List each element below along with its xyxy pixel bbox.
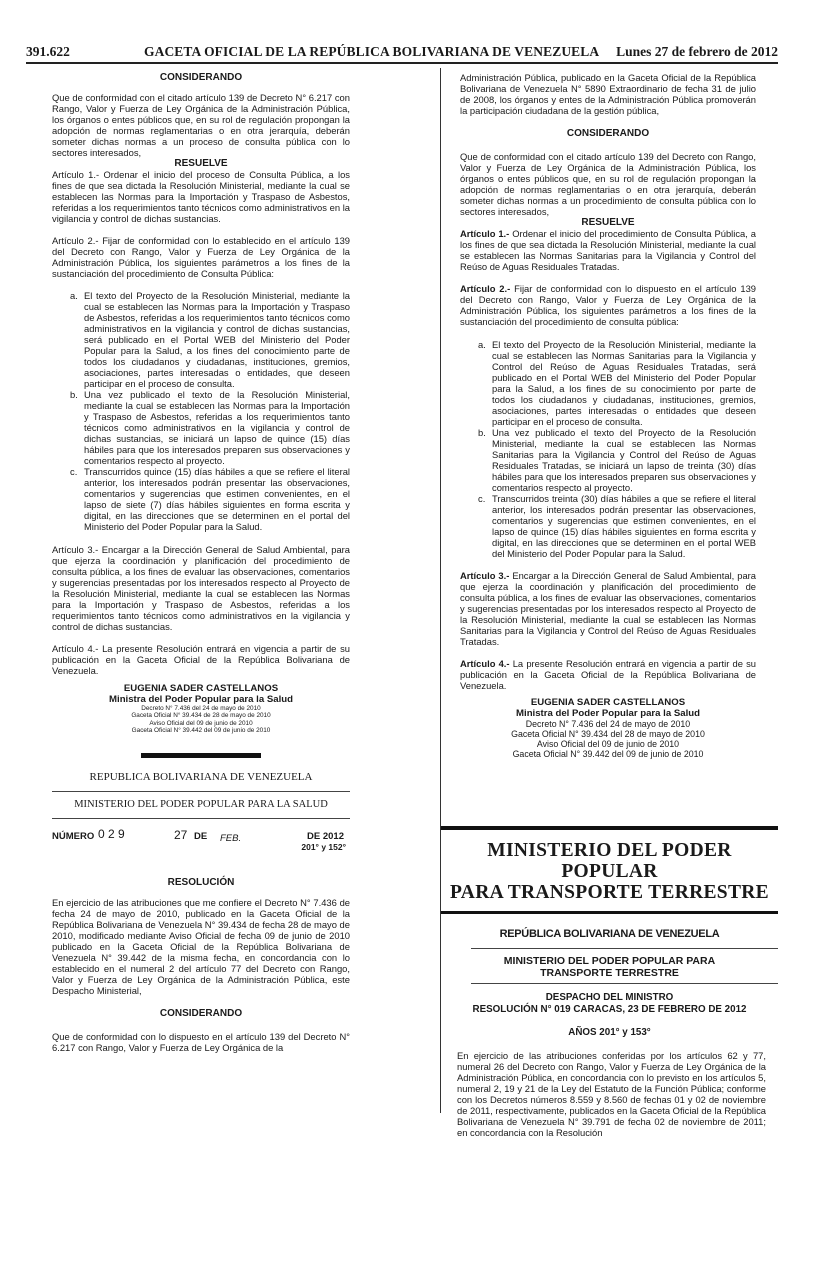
article-2-list bbox=[460, 339, 756, 559]
page-header bbox=[26, 44, 778, 64]
article-2 bbox=[460, 283, 756, 327]
signature-detail: Gaceta Oficial N° 39.434 del 28 de mayo de 2010 bbox=[511, 729, 705, 739]
list-item bbox=[70, 466, 350, 532]
signatory-name: EUGENIA SADER CASTELLANOS bbox=[530, 697, 686, 708]
signatory-role: Ministra del Poder Popular para la Salud bbox=[516, 707, 700, 719]
signature-detail: Gaceta Oficial N° 39.442 del 09 de junio de 2010 bbox=[512, 749, 704, 759]
list-item bbox=[478, 427, 756, 493]
numero-month: FEB. bbox=[220, 832, 242, 844]
resolucion-heading: RESOLUCIÓN bbox=[167, 876, 235, 888]
list-item-text: El texto del Proyecto de la Resolución Ministerial, mediante la cual se establecen las Normas Sanitarias para la Vigilancia y Control del Reúso de Aguas Residuales Tratadas, será publicado en el Portal WEB del Ministerio del Poder Popular para la Salud, a los fines de su conocimiento por parte de todos los ciudadanos y ciudadanas, instituciones, gremios, asociaciones, partes interesadas o entidades que deseen participar en el proceso de consulta. bbox=[492, 339, 756, 427]
ministry-small-line-1: MINISTERIO DEL PODER POPULAR PARA bbox=[503, 955, 716, 967]
list-item-label: a. bbox=[478, 339, 486, 350]
article-label: Artículo 1.- bbox=[460, 228, 510, 239]
signature-detail: Aviso Oficial del 09 de junio de 2010 bbox=[536, 739, 680, 749]
right-column bbox=[460, 72, 756, 759]
numero-de: DE bbox=[194, 830, 208, 842]
republic-heading: REPÚBLICA BOLIVARIANA DE VENEZUELA bbox=[499, 928, 720, 940]
article-2: Artículo 2.- Fijar de conformidad con lo establecido en el artículo 139 del Decreto con Rango, Valor y Fuerza de Ley Orgánica de la Administración Pública, los siguientes parámetros a los fines de la sustanciación del procedimiento de Consulta Pública: bbox=[52, 235, 350, 279]
numero-label: NÚMERO bbox=[52, 830, 95, 842]
list-item-label: c. bbox=[70, 466, 78, 477]
final-text: En ejercicio de las atribuciones conferidas por los artículos 62 y 77, numeral 26 del Decreto con Rango, Valor y Fuerza de Ley Orgánica de la Administración Pública, en concordancia con lo previsto en los artículos 5, numeral 2, 19 y 21 de la Ley del Estatuto de la Función Pública; conforme con los Decretos números 8.559 y 8.560 de fechas 01 y 02 de noviembre de 2011, respectivamente, publicados en la Gaceta Oficial de la República Bolivariana de Venezuela N° 39.791 de fecha 02 de noviembre de 2011; en concordancia con la Resolución bbox=[457, 1050, 766, 1138]
list-item bbox=[70, 290, 350, 389]
list-item-label: b. bbox=[478, 427, 486, 438]
article-1 bbox=[460, 228, 756, 272]
article-4: Artículo 4.- La presente Resolución entrará en vigencia a partir de su publicación en la Gaceta Oficial de la República Bolivariana de Venezuela. bbox=[52, 643, 350, 676]
signature-detail: Decreto N° 7.436 del 24 de mayo de 2010 bbox=[525, 719, 691, 729]
signature-detail: Aviso Oficial del 09 de junio de 2010 bbox=[149, 719, 253, 727]
list-item-text: Transcurridos quince (15) días hábiles a que se refiere el literal anterior, los interesados podrán presentar las observaciones, comentarios y sugerencias que estimen convenientes, en el lapso de siete (7) días hábiles siguientes en forma escrita y digital, en las direcciones que se determinen en el portal del Ministerio del Poder Popular para la Salud. bbox=[84, 466, 350, 532]
header-rule bbox=[26, 62, 778, 64]
considerando-text: Que de conformidad con el citado artículo 139 del Decreto con Rango, Valor y Fuerza de Ley Orgánica de la Administración Pública, los órganos o entes públicos que, en su rol de regulación propongan la adopción de normas reglamentarias o en otra jerarquía, deberán someter dichas normas a un procedimiento de consulta pública con lo sectores interesados, bbox=[460, 151, 756, 217]
article-1: Artículo 1.- Ordenar el inicio del proceso de Consulta Pública, a los fines de que sea dictada la Resolución Ministerial, mediante la cual se establecen las Normas para la Importación y Traspaso de Asbestos, referidas a los requerimientos tanto técnicos como administrativos en la vigilancia y control de dichas sustancias. bbox=[52, 169, 350, 224]
article-4 bbox=[460, 658, 756, 691]
list-item-label: b. bbox=[70, 389, 78, 400]
list-item-label: a. bbox=[70, 290, 78, 301]
numero-anos: 201° y 152° bbox=[301, 841, 346, 852]
resolucion-text: En ejercicio de las atribuciones que me confiere el Decreto N° 7.436 de fecha 24 de mayo de 2010, publicado en la Gaceta Oficial de la República Bolivariana de Venezuela N° 39.434 de fecha 28 de mayo de 2010, modificado mediante Aviso Oficial de fecha 09 de junio de 2010 publicado en la Gaceta Oficial de la República Bolivariana de Venezuela N° 39.442 de la misma fecha, en concordancia con lo establecido en el numeral 2 del artículo 77 del Decreto con Rango, Valor y Fuerza de Ley Orgánica de la Administración Pública, este Despacho Ministerial, bbox=[52, 896, 350, 996]
list-item bbox=[478, 493, 756, 559]
signature-detail: Decreto N° 7.436 del 24 de mayo de 2010 bbox=[141, 705, 261, 712]
resolucion-number-line: RESOLUCIÓN N° 019 CARACAS, 23 DE FEBRERO DE 2012 bbox=[472, 1003, 747, 1015]
despacho-block bbox=[441, 992, 778, 1015]
resolution-number-line bbox=[52, 826, 350, 857]
ministry-small-line-2: TRANSPORTE TERRESTRE bbox=[540, 967, 679, 979]
ministry-heading: MINISTERIO DEL PODER POPULAR PARA LA SALUD bbox=[74, 798, 328, 810]
article-body: Fijar de conformidad con lo dispuesto en el artículo 139 del Decreto con Rango, Valor y Fuerza de Ley Orgánica de la Administración Pública, los siguientes parámetros a los fines de la sustanciación del procedimiento de consulta pública: bbox=[460, 283, 757, 327]
article-label: Artículo 4.- bbox=[460, 658, 510, 669]
list-item-text: Una vez publicado el texto del Proyecto de la Resolución Ministerial, mediante la cual se establecen las Normas Sanitarias para la Vigilancia y Control del Reúso de Aguas Residuales Tratadas, se iniciará un lapso de treinta (30) días hábiles para que los interesados preparen sus observaciones y comentarios respecto al proyecto. bbox=[492, 427, 756, 493]
numero-day: 27 bbox=[174, 827, 188, 842]
signature-block bbox=[52, 684, 350, 735]
article-body: Encargar a la Dirección General de Salud Ambiental, para que ejerza la coordinación y planificación del procedimiento de consulta pública, a los fines de evaluar las observaciones, comentarios y sugerencias presentadas por los interesados respecto al Proyecto de la Resolución Ministerial, mediante la cual se establecen las Normas Sanitarias para la Vigilancia y Control del Reúso de Aguas Residuales Tratadas. bbox=[460, 570, 756, 647]
signatory-name: EUGENIA SADER CASTELLANOS bbox=[123, 683, 279, 694]
article-label: Artículo 3.- bbox=[460, 570, 510, 581]
considerando-text: Que de conformidad con el citado artículo 139 de Decreto N° 6.217 con Rango, Valor y Fuerza de Ley Orgánica de la Administración Pública, los órganos o entes públicos que, en su rol de regulación propongan la adopción de normas reglamentarias o en otra jerarquía, deberán someter dichas normas a un proceso de consulta pública con lo sectores interesados, bbox=[52, 92, 350, 158]
despacho-heading: DESPACHO DEL MINISTRO bbox=[545, 992, 674, 1003]
considerando-heading: CONSIDERANDO bbox=[159, 72, 243, 83]
considerando-heading: CONSIDERANDO bbox=[159, 1007, 243, 1019]
considerando-text: Que de conformidad con lo dispuesto en el artículo 139 del Decreto N° 6.217 con Rango, Valor y Fuerza de Ley Orgánica de la bbox=[52, 1030, 350, 1053]
resuelve-heading: RESUELVE bbox=[581, 217, 635, 228]
article-label: Artículo 2.- bbox=[460, 283, 511, 294]
left-column bbox=[52, 72, 350, 1053]
article-3: Artículo 3.- Encargar a la Dirección General de Salud Ambiental, para que ejerza la coordinación y planificación del procedimiento de consulta pública, a los fines de evaluar las observaciones, comentarios y sugerencias presentadas por los interesados respecto al Proyecto de la Resolución Ministerial, mediante la cual se establecen las Normas para la Importación y Traspaso de Asbestos, referidas a los requerimientos tanto técnicos como administrativos en la vigilancia y control de dichas sustancias. bbox=[52, 544, 350, 632]
article-3 bbox=[460, 570, 756, 647]
signatory-role: Ministra del Poder Popular para la Salud bbox=[109, 693, 293, 705]
anos-line: AÑOS 201° y 153° bbox=[568, 1027, 651, 1038]
numero-value: 0 2 9 bbox=[98, 826, 125, 841]
issue-date: Lunes 27 de febrero de 2012 bbox=[616, 44, 778, 59]
list-item-text: Una vez publicado el texto de la Resolución Ministerial, mediante la cual se establecen las Normas para la Importación y Traspaso de Asbestos, referidas a los requerimientos tanto técnicos como administrativos en la vigilancia y control de dichas sustancias, se iniciará un lapso de quince (15) días hábiles para que los interesados preparen sus observaciones y comentarios respecto al proyecto. bbox=[84, 389, 350, 466]
numero-year: DE 2012 bbox=[307, 830, 344, 842]
gazette-title: GACETA OFICIAL DE LA REPÚBLICA BOLIVARIANA DE VENEZUELA bbox=[144, 44, 600, 59]
ministry-title-line-2: PARA TRANSPORTE TERRESTRE bbox=[450, 882, 769, 903]
signature-detail: Gaceta Oficial N° 39.434 de 28 de mayo de 2010 bbox=[131, 712, 271, 720]
signature-detail: Gaceta Oficial N° 39.442 del 09 de junio de 2010 bbox=[131, 727, 271, 735]
considerando-heading: CONSIDERANDO bbox=[566, 128, 650, 139]
list-item bbox=[478, 339, 756, 427]
list-item bbox=[70, 389, 350, 466]
continuation-text: Administración Pública, publicado en la Gaceta Oficial de la República Bolivariana de Venezuela N° 5890 Extraordinario de fecha 31 de julio de 2008, los órganos y entes de la Administración Pública promoverán la participación ciudadana de la gestión pública, bbox=[460, 72, 756, 116]
ministry-title-line-1: MINISTERIO DEL PODER POPULAR bbox=[487, 840, 732, 882]
article-2-list bbox=[52, 290, 350, 532]
page-number: 391.622 bbox=[26, 44, 70, 59]
signature-block bbox=[460, 698, 756, 759]
resuelve-heading: RESUELVE bbox=[174, 158, 228, 169]
republic-heading: REPUBLICA BOLIVARIANA DE VENEZUELA bbox=[89, 770, 313, 783]
transport-ministry-section bbox=[441, 826, 778, 1138]
list-item-text: El texto del Proyecto de la Resolución Ministerial, mediante la cual se establecen las Normas para la Importación y Traspaso de Asbestos, referidas a los requerimientos tanto técnicos como administrativos en la vigilancia y control de dichas sustancias, será publicado en el Portal WEB del Ministerio del Poder Popular para la Salud, a los fines del conocimiento parte de todos los ciudadanos y ciudadanas, instituciones, gremios, asociaciones, partes interesadas o entidades, que deseen participar en el proceso de consulta. bbox=[84, 290, 350, 389]
article-body: Ordenar el inicio del procedimiento de Consulta Pública, a los fines de que sea dictada la Resolución Ministerial, mediante la cual se establecen las Normas Sanitarias para la Vigilancia y Control del Reúso de Aguas Residuales Tratadas. bbox=[460, 228, 756, 272]
list-item-text: Transcurridos treinta (30) días hábiles a que se refiere el literal anterior, los interesados podrán presentar las observaciones, comentarios y sugerencias que estimen convenientes, en el lapso de quince (15) días hábiles siguientes en forma escrita y digital, en las direcciones que se determinen en el portal WEB del Ministerio del Poder Popular para la Salud. bbox=[492, 493, 756, 559]
list-item-label: c. bbox=[478, 493, 486, 504]
article-body: La presente Resolución entrará en vigencia a partir de su publicación en la Gaceta Oficial de la República Bolivariana de Venezuela. bbox=[460, 658, 756, 691]
ministry-small-title bbox=[441, 955, 778, 979]
